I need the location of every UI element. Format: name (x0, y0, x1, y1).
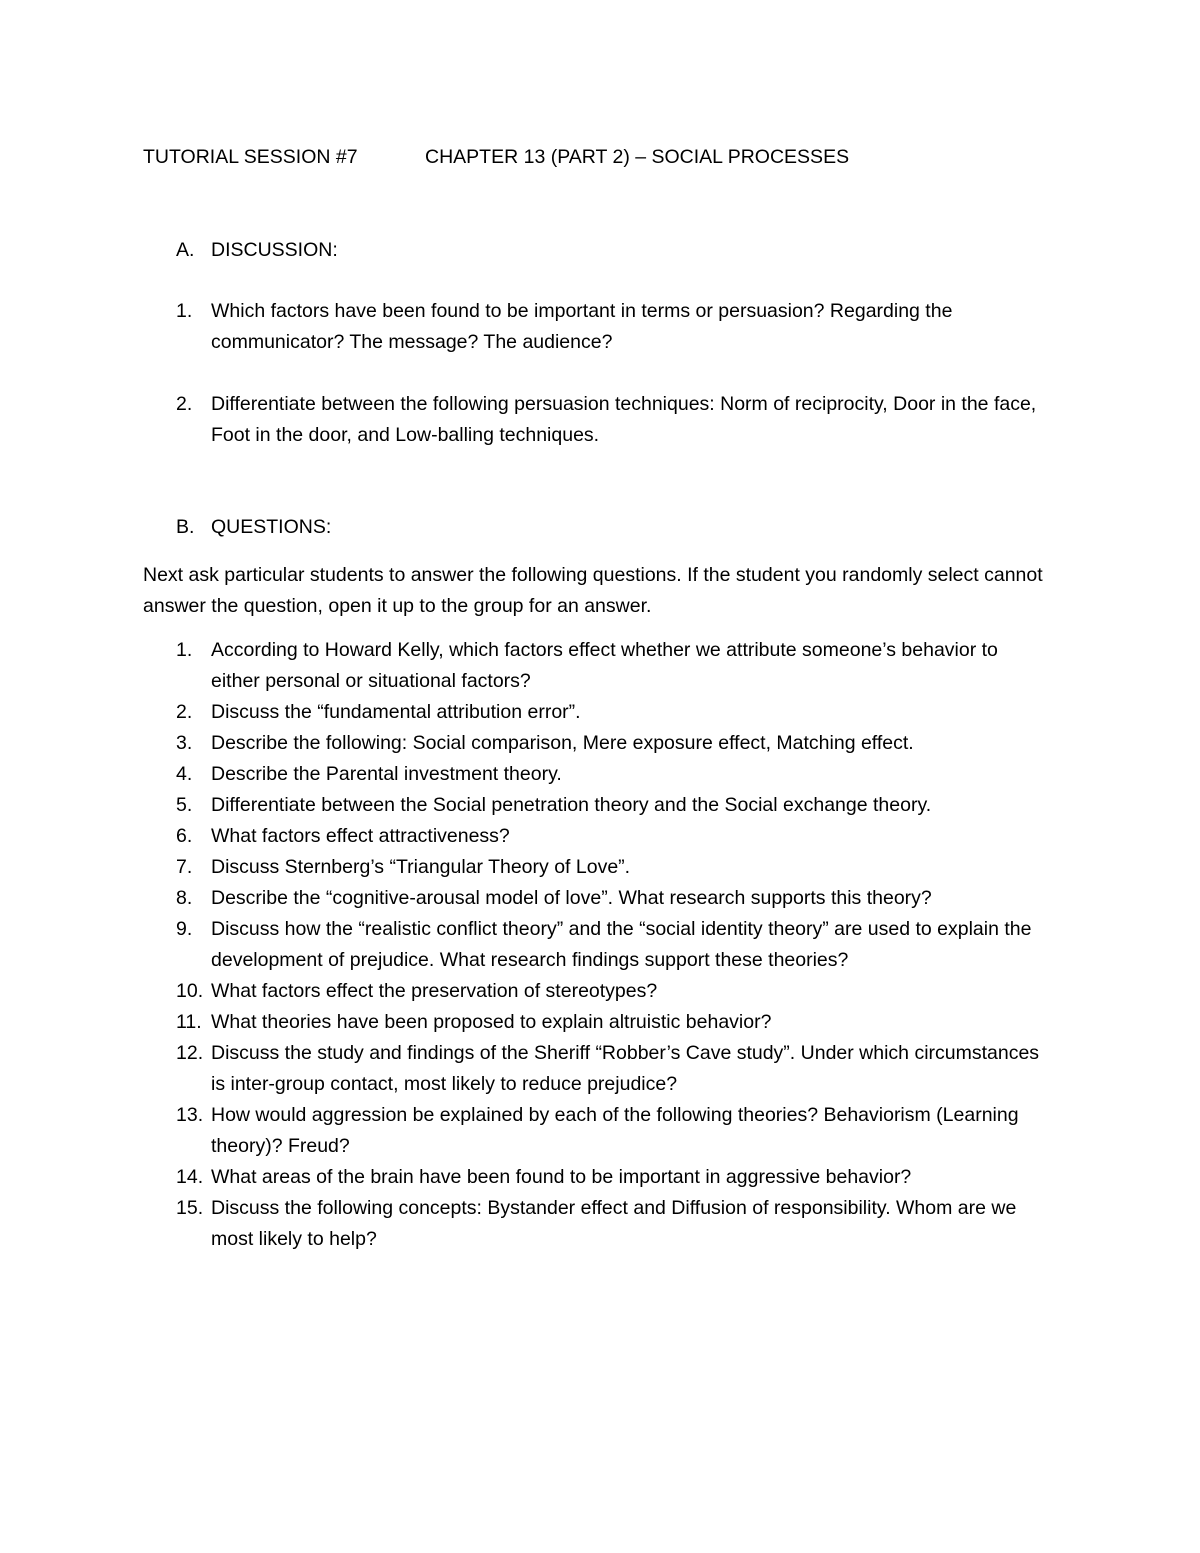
item-text: Describe the Parental investment theory. (211, 763, 562, 785)
item-number: 12. (176, 1042, 204, 1064)
questions-heading-text: QUESTIONS: (211, 516, 332, 538)
question-item (143, 1162, 1043, 1193)
question-item (143, 1038, 1043, 1100)
question-item (143, 1007, 1043, 1038)
questions-marker: B. (176, 516, 195, 538)
item-text: Which factors have been found to be important in terms or persuasion? Regarding the communicator? The message? The audience? (211, 300, 953, 353)
item-number: 11. (176, 1011, 202, 1033)
item-number: 15. (176, 1197, 204, 1219)
item-number: 2. (176, 393, 193, 415)
question-item (143, 914, 1043, 976)
item-text: Differentiate between the Social penetration theory and the Social exchange theory. (211, 794, 932, 816)
item-number: 7. (176, 856, 193, 878)
item-number: 1. (176, 300, 193, 322)
item-number: 9. (176, 918, 193, 940)
question-item (143, 1193, 1043, 1255)
item-text: Differentiate between the following persuasion techniques: Norm of reciprocity, Door in the face, Foot in the door, and Low-balling techniques. (211, 393, 1037, 446)
discussion-item (143, 389, 1043, 451)
item-number: 10. (176, 980, 204, 1002)
item-number: 6. (176, 825, 193, 847)
item-text: What theories have been proposed to explain altruistic behavior? (211, 1011, 772, 1033)
item-number: 5. (176, 794, 193, 816)
item-text: Discuss how the “realistic conflict theory” and the “social identity theory” are used to explain the development of prejudice. What research findings support these theories? (211, 918, 1032, 971)
item-text: Describe the “cognitive-arousal model of love”. What research supports this theory? (211, 887, 932, 909)
question-item (143, 883, 1043, 914)
question-item (143, 697, 1043, 728)
discussion-heading-text: DISCUSSION: (211, 239, 338, 261)
questions-heading (143, 514, 331, 540)
item-number: 8. (176, 887, 193, 909)
item-number: 4. (176, 763, 193, 785)
item-text: Discuss the study and findings of the Sheriff “Robber’s Cave study”. Under which circumstances is inter-group contact, most likely to reduce prejudice? (211, 1042, 1040, 1095)
item-text: What factors effect attractiveness? (211, 825, 510, 847)
item-number: 1. (176, 639, 193, 661)
questions-intro: Next ask particular students to answer the following questions. If the student you randomly select cannot answer the question, open it up to the group for an answer. (143, 564, 1043, 617)
session-title: TUTORIAL SESSION #7 (143, 146, 358, 168)
item-number: 3. (176, 732, 193, 754)
item-text: How would aggression be explained by each of the following theories? Behaviorism (Learning theory)? Freud? (211, 1104, 1019, 1157)
item-text: Describe the following: Social comparison, Mere exposure effect, Matching effect. (211, 732, 914, 754)
item-text: Discuss the “fundamental attribution error”. (211, 701, 581, 723)
question-item (143, 976, 1043, 1007)
question-item (143, 635, 1043, 697)
item-text: What factors effect the preservation of stereotypes? (211, 980, 658, 1002)
question-item (143, 1100, 1043, 1162)
question-item (143, 728, 1043, 759)
item-number: 2. (176, 701, 193, 723)
item-number: 14. (176, 1166, 204, 1188)
item-text: What areas of the brain have been found to be important in aggressive behavior? (211, 1166, 912, 1188)
item-text: According to Howard Kelly, which factors effect whether we attribute someone’s behavior to either personal or situational factors? (211, 639, 998, 692)
item-text: Discuss Sternberg’s “Triangular Theory of Love”. (211, 856, 631, 878)
chapter-title: CHAPTER 13 (PART 2) – SOCIAL PROCESSES (425, 146, 850, 168)
question-item (143, 759, 1043, 790)
item-number: 13. (176, 1104, 204, 1126)
question-item (143, 852, 1043, 883)
question-item (143, 821, 1043, 852)
discussion-marker: A. (176, 239, 195, 261)
discussion-heading (143, 237, 338, 263)
question-item (143, 790, 1043, 821)
item-text: Discuss the following concepts: Bystander effect and Diffusion of responsibility. Whom are we most likely to help? (211, 1197, 1017, 1250)
discussion-item (143, 296, 1043, 358)
